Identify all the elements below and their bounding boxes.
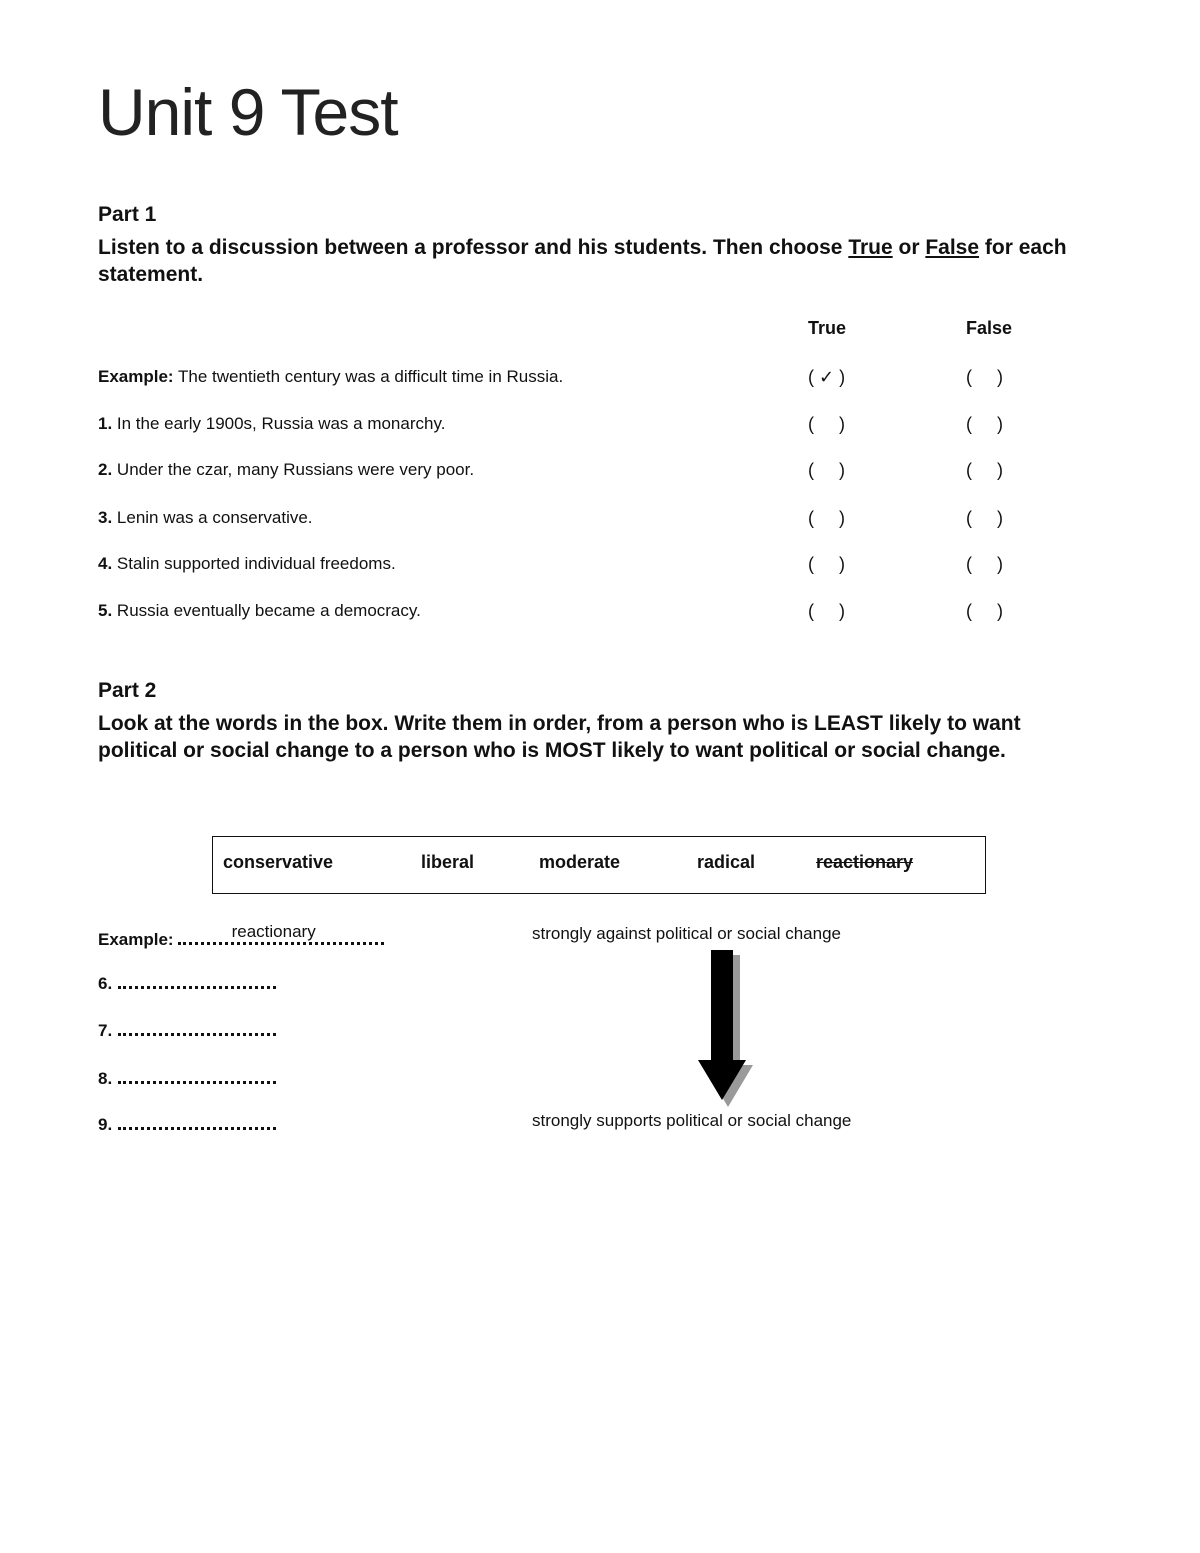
- statement-3-false-checkbox[interactable]: ( ): [966, 508, 1003, 528]
- statement-text: Lenin was a conservative.: [112, 508, 313, 527]
- example-text: The twentieth century was a difficult time in Russia.: [173, 367, 564, 386]
- part1-heading: Part 1: [98, 203, 157, 226]
- order-number: 7.: [98, 1021, 113, 1040]
- word-conservative: conservative: [223, 852, 334, 872]
- order-number: 9.: [98, 1115, 113, 1134]
- statement-number: 1.: [98, 414, 113, 433]
- page-title: Unit 9 Test: [98, 75, 398, 149]
- part1-instructions-post: for each statement.: [98, 236, 1067, 286]
- example-row: [98, 367, 1098, 391]
- statement-2: [98, 460, 474, 480]
- statement-3-true-checkbox[interactable]: ( ): [808, 508, 845, 528]
- example-false-checkbox[interactable]: ( ): [966, 367, 1003, 387]
- order-number: 6.: [98, 974, 113, 993]
- order-example-blank: [178, 924, 384, 945]
- statement-3: [98, 508, 313, 528]
- scale-top-label: strongly against political or social change: [532, 924, 842, 943]
- part2-heading: Part 2: [98, 679, 157, 702]
- order-row-9: [98, 1111, 276, 1135]
- statement-number: 5.: [98, 601, 113, 620]
- answer-blank-8[interactable]: [118, 1065, 276, 1084]
- statement-4-false-checkbox[interactable]: ( ): [966, 554, 1003, 574]
- part1-instructions: [98, 234, 1098, 288]
- part2-instructions: Look at the words in the box. Write them in order, from a person who is LEAST likely to want political or social change to a person who is MOST likely to want political or social change.: [98, 712, 1021, 762]
- statement-5-true-checkbox[interactable]: ( ): [808, 601, 845, 621]
- order-row-7: [98, 1017, 276, 1041]
- example-true-checkbox[interactable]: ( ✓ ): [808, 367, 846, 387]
- example-label: Example:: [98, 367, 174, 386]
- order-example-answer: reactionary: [231, 922, 316, 941]
- statement-row-4: [98, 554, 1098, 578]
- word-moderate: moderate: [539, 852, 621, 872]
- word-liberal: liberal: [421, 852, 475, 872]
- scale-bottom-label: strongly supports political or social change: [532, 1111, 852, 1130]
- column-header-false: False: [966, 318, 1013, 338]
- statement-row-3: [98, 508, 1098, 532]
- down-arrow-icon: [690, 948, 754, 1108]
- statement-2-false-checkbox[interactable]: ( ): [966, 460, 1003, 480]
- statement-5-false-checkbox[interactable]: ( ): [966, 601, 1003, 621]
- statement-1-false-checkbox[interactable]: ( ): [966, 414, 1003, 434]
- statement-5: [98, 601, 421, 621]
- order-number: 8.: [98, 1069, 113, 1088]
- statement-row-5: [98, 601, 1098, 625]
- order-example-row: [98, 924, 384, 950]
- statement-text: In the early 1900s, Russia was a monarchy.: [112, 414, 446, 433]
- word-reactionary-crossed: reactionary: [816, 852, 914, 872]
- part1-instructions-pre: Listen to a discussion between a professor and his students. Then choose: [98, 236, 849, 259]
- statement-number: 3.: [98, 508, 113, 527]
- statement-4-true-checkbox[interactable]: ( ): [808, 554, 845, 574]
- statement-4: [98, 554, 396, 574]
- order-row-6: [98, 970, 276, 994]
- statement-row-1: [98, 414, 1098, 438]
- statement-number: 2.: [98, 460, 113, 479]
- order-row-8: [98, 1065, 276, 1089]
- statement-number: 4.: [98, 554, 113, 573]
- false-word: False: [925, 236, 980, 259]
- word-radical: radical: [697, 852, 756, 872]
- or-word: or: [892, 236, 926, 259]
- order-example-label: Example:: [98, 930, 174, 949]
- answer-blank-6[interactable]: [118, 970, 276, 989]
- statement-row-2: [98, 460, 1098, 484]
- statement-2-true-checkbox[interactable]: ( ): [808, 460, 845, 480]
- statement-text: Under the czar, many Russians were very poor.: [112, 460, 475, 479]
- statement-1-true-checkbox[interactable]: ( ): [808, 414, 845, 434]
- true-word: True: [848, 236, 893, 259]
- statement-text: Stalin supported individual freedoms.: [112, 554, 396, 573]
- word-box: [212, 836, 986, 894]
- example-statement: [98, 367, 563, 387]
- answer-blank-7[interactable]: [118, 1017, 276, 1036]
- column-header-true: True: [808, 318, 847, 338]
- statement-text: Russia eventually became a democracy.: [112, 601, 421, 620]
- answer-blank-9[interactable]: [118, 1111, 276, 1130]
- statement-1: [98, 414, 445, 434]
